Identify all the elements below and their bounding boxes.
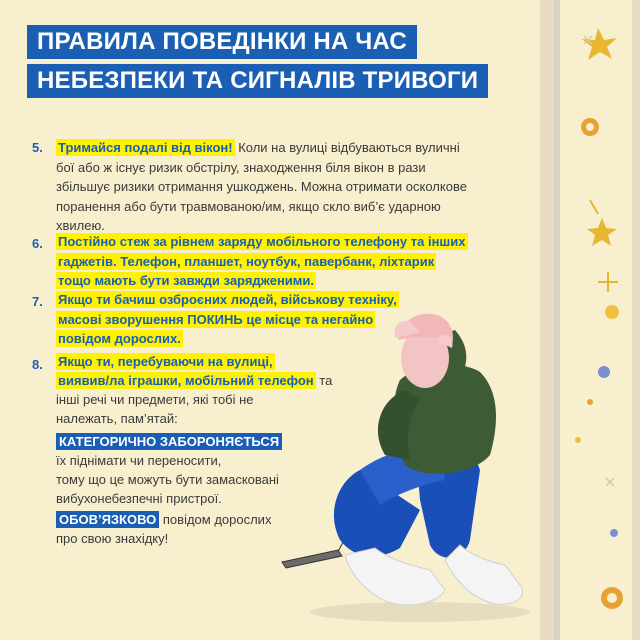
warning-line-1: їх піднімати чи переносити,	[56, 453, 222, 468]
rule-number-8: 8.	[32, 357, 43, 372]
must-line-2: про свою знахідку!	[56, 531, 169, 546]
rule-number-6: 6.	[32, 236, 43, 251]
rule-8-highlight-1: Якщо ти, перебуваючи на вулиці,	[58, 354, 273, 369]
rule-8-text-line-4: належать, пам’ятай:	[56, 411, 178, 426]
sparkle-icon	[590, 200, 618, 292]
rule-7-highlight: Якщо ти бачиш озброєних людей, військову техніку, масові зворушення ПОКИНЬ це місце та негайно повідом дорослих.	[58, 292, 397, 346]
sparkle-icon-2	[584, 36, 614, 486]
teen-shoes	[345, 545, 523, 605]
rule-8-highlight-2: виявив/ла іграшки, мобільний телефон	[58, 373, 314, 388]
rule-8-text-after: та	[315, 373, 333, 388]
page-title-line-1: ПРАВИЛА ПОВЕДІНКИ НА ЧАС	[27, 25, 417, 59]
warning-tag: КАТЕГОРИЧНО ЗАБОРОНЯЄТЬСЯ	[56, 433, 282, 450]
rule-5-highlight: Тримайся подалі від вікон!	[58, 140, 233, 155]
page-title-line-2: НЕБЕЗПЕКИ ТА СИГНАЛІВ ТРИВОГИ	[27, 64, 488, 98]
rule-8-text-line-3: інші речі чи предмети, які тобі не	[56, 392, 254, 407]
rule-6-highlight: Постійно стеж за рівнем заряду мобільного телефону та інших гаджетів. Телефон, планшет, ноутбук, павербанк, ліхтарик тощо мають бути завжди зарядженими.	[58, 234, 466, 288]
warning-line-2: тому що це можуть бути замасковані	[56, 472, 279, 487]
must-tag: ОБОВ’ЯЗКОВО	[56, 511, 159, 528]
rule-number-7: 7.	[32, 294, 43, 309]
colored-dots	[575, 118, 623, 609]
must-text: повідом дорослих	[159, 512, 272, 527]
warning-line-3: вибухонебезпечні пристрої.	[56, 491, 222, 506]
gold-star-icon-2	[587, 218, 617, 246]
rule-number-5: 5.	[32, 140, 43, 155]
gold-star-icon	[582, 28, 617, 60]
rule-5-text: Коли на вулиці відбуваються вуличні бої або ж існує ризик обстрілу, знаходження біля вікон в рази збільшує ризики отримання ушкоджень. Можна отримати осколкове поранення або бути травмованою/им, якщо скло виб’є ударною хвилею.	[56, 140, 467, 233]
